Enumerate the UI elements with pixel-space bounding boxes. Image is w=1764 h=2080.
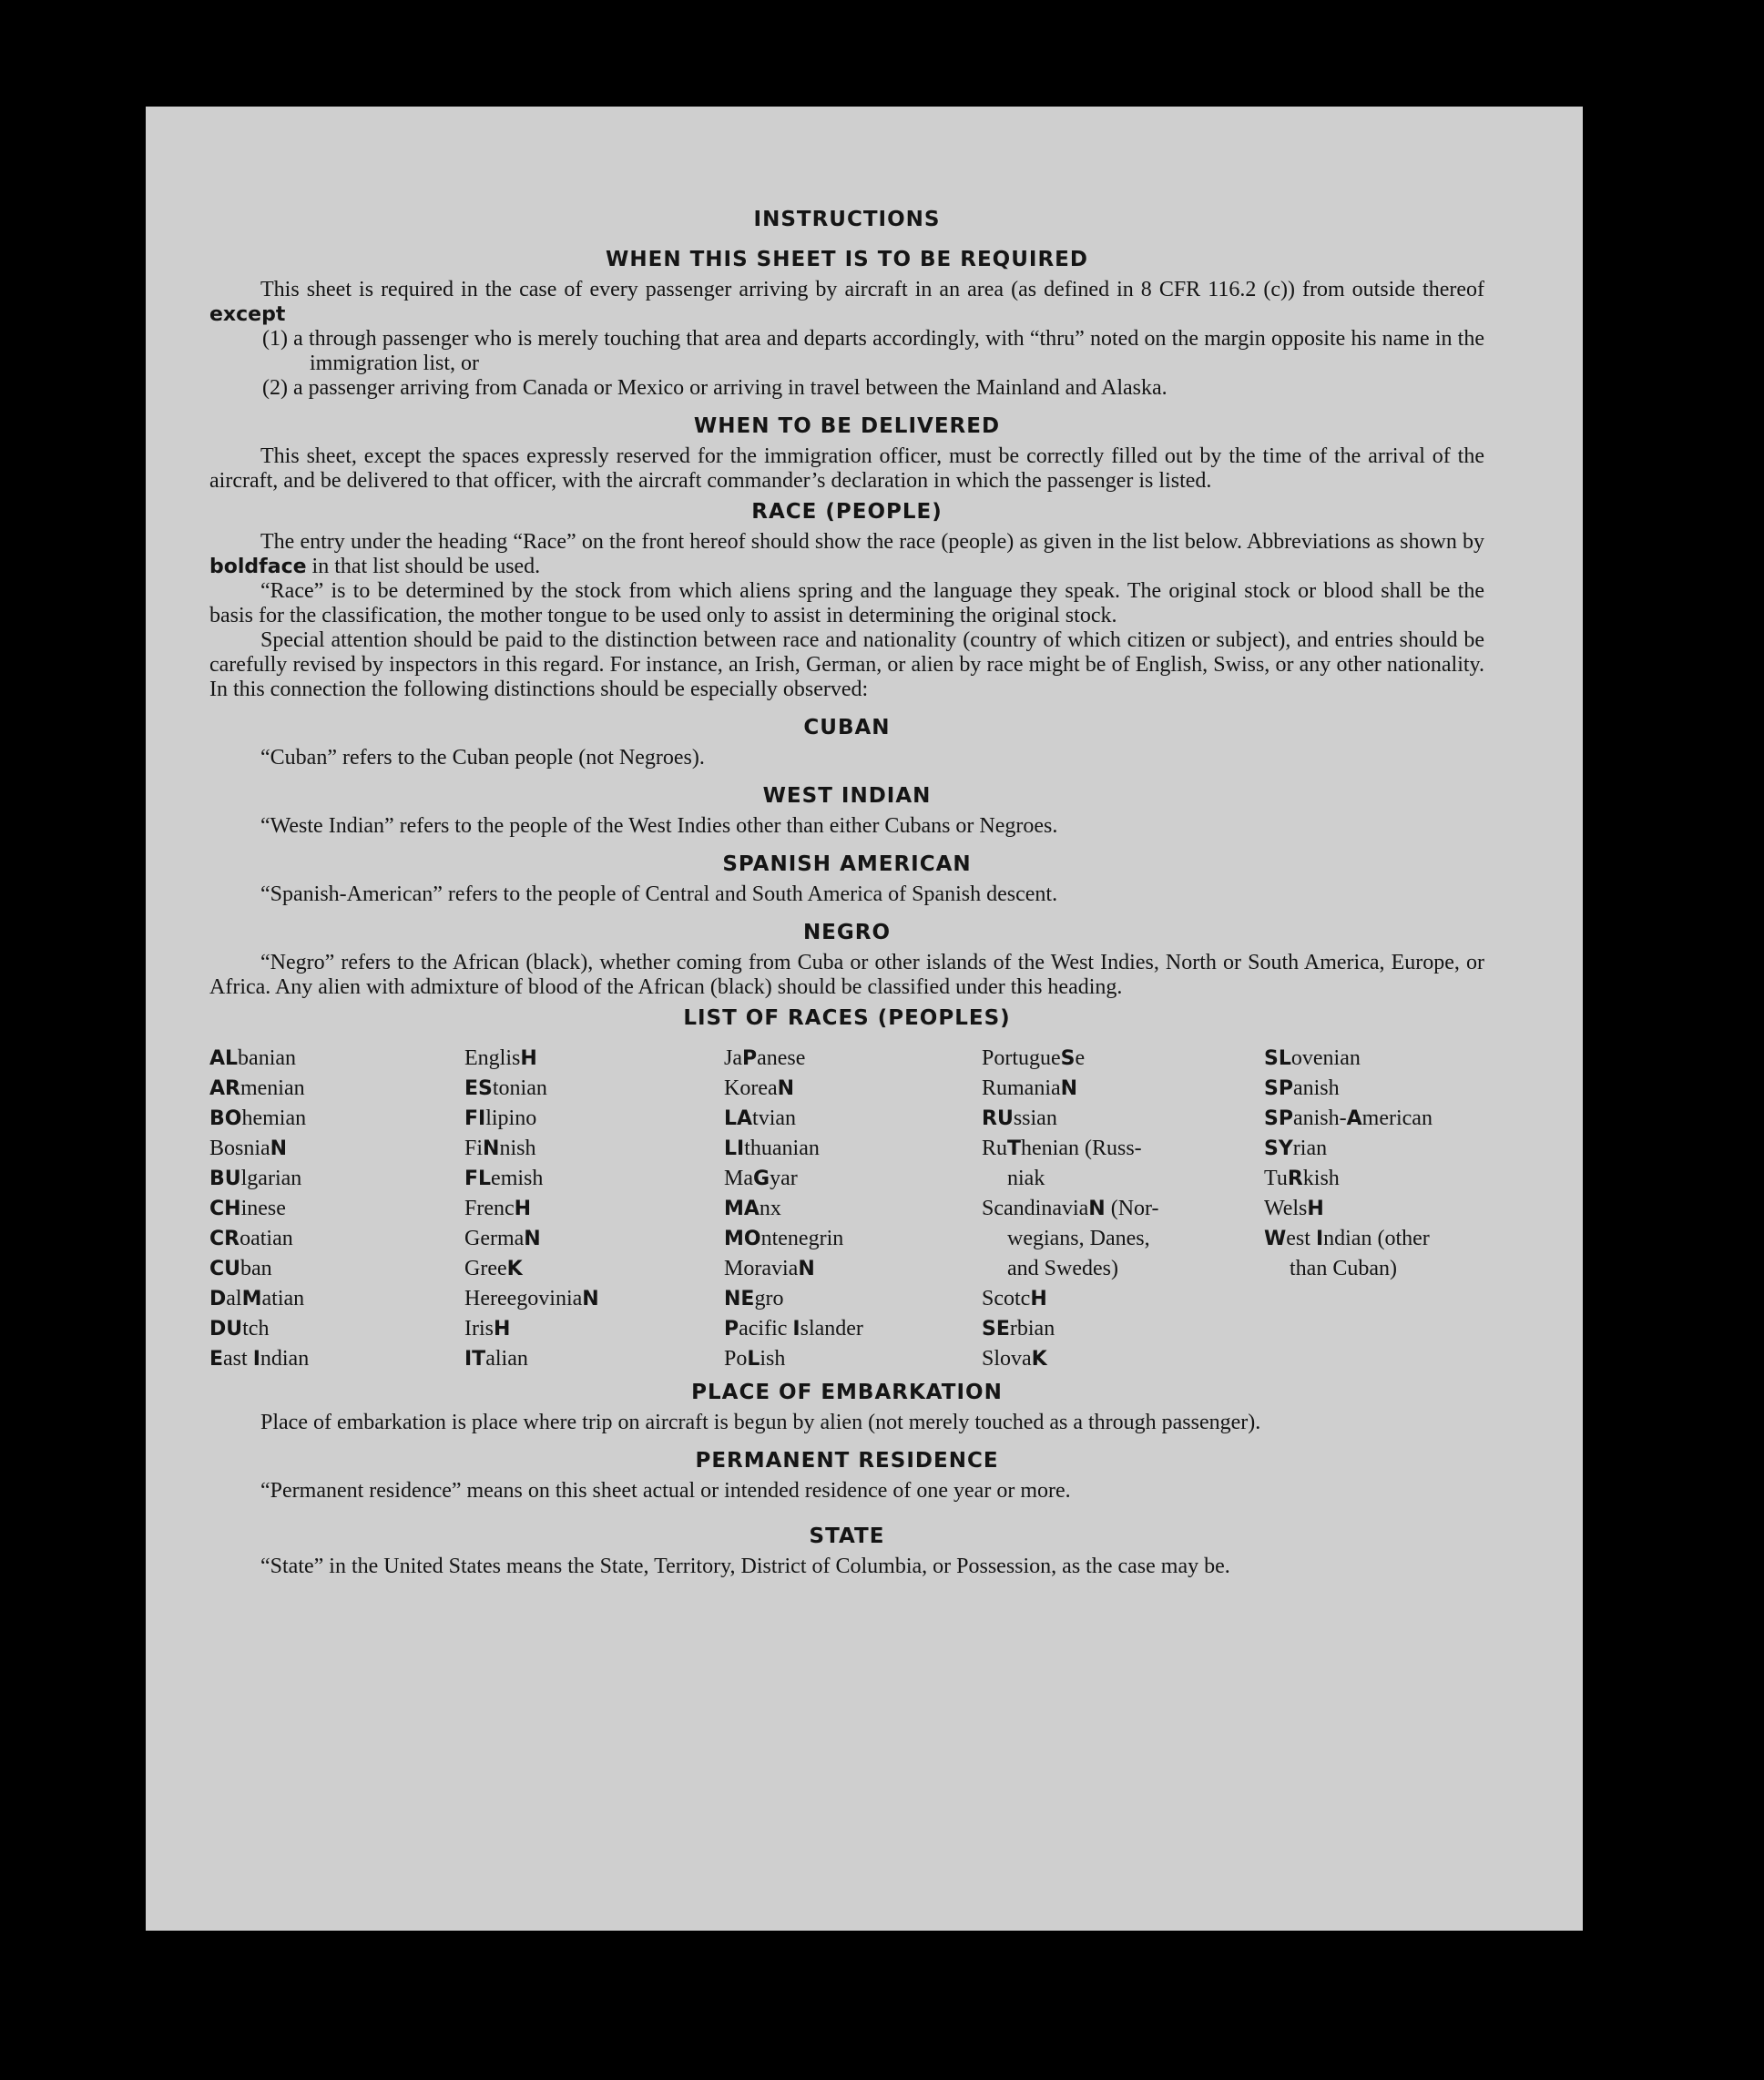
race-abbreviation: H [1030,1288,1047,1310]
embarkation-text: Place of embarkation is place where trip on aircraft is begun by alien (not merely touched as a through passenger). [260,1411,1261,1434]
race-entry [209,1284,464,1314]
race-abbreviation: L [747,1348,760,1371]
race-abbreviation: R [1287,1167,1303,1190]
race-entry [209,1134,464,1164]
race-text: lipino [485,1106,537,1130]
race-text: Ru [982,1137,1008,1160]
required-item-1: (1) a through passenger who is merely touching that area and departs accordingly, with “thru” noted on the margin opposite his name in the immigration list, or [262,327,1484,375]
heading-list-of-races: LIST OF RACES (PEOPLES) [683,1006,1011,1030]
race-text: rbian [1009,1317,1055,1341]
race-entry [464,1194,724,1224]
race-text: (Nor- [1105,1197,1159,1220]
race-entry [1264,1224,1483,1254]
instructions-body [209,207,1484,1579]
heading-negro: NEGRO [802,921,892,944]
race-abbreviation: I [1315,1228,1324,1250]
race-text: Wels [1264,1197,1308,1220]
race-entry [209,1314,464,1344]
document-sheet [146,107,1583,1931]
race-text: kish [1302,1167,1340,1190]
race-entry [464,1104,724,1134]
race-text: slander [800,1317,863,1341]
race-abbreviation: H [514,1198,532,1220]
race-text: yar [770,1167,798,1190]
race-entry [982,1314,1264,1344]
race-abbreviation: N [582,1288,599,1310]
required-intro-text: This sheet is required in the case of every passenger arriving by aircraft in an area (as defined in 8 CFR 116.2 (c)) from outside thereof [260,278,1484,301]
race-abbreviation: AR [209,1077,240,1100]
race-entry [209,1344,464,1374]
race-column [724,1044,982,1374]
race-text: Iris [464,1317,494,1341]
race-abbreviation: FI [464,1107,486,1130]
race-abbreviation: S [1060,1047,1076,1070]
race-text: nx [759,1197,781,1220]
race-text: Tu [1264,1167,1288,1190]
race-abbreviation: ES [464,1077,493,1100]
race-entry [724,1044,982,1074]
race-text: Moravia [724,1257,799,1280]
heading-state: STATE [809,1524,885,1548]
race-entry [982,1194,1264,1224]
race-abbreviation: D [209,1288,227,1310]
race-abbreviation: FL [464,1167,492,1190]
race-entry [982,1074,1264,1104]
race-entry [464,1344,724,1374]
race-abbreviation: A [1346,1107,1362,1130]
race-abbreviation: CR [209,1228,240,1250]
heading-when-delivered: WHEN TO BE DELIVERED [693,414,1001,438]
race-entry [724,1134,982,1164]
race-entry [724,1164,982,1194]
required-intro [209,278,1484,327]
race-text: atian [261,1287,305,1310]
race-text: Scandinavia [982,1197,1089,1220]
race-abbreviation: N [524,1228,541,1250]
race-entry [982,1254,1264,1284]
race-abbreviation: SE [982,1318,1010,1341]
race-paragraph-3: Special attention should be paid to the distinction between race and nationality (country of which citizen or subject), and entries should be carefully revised by inspectors in this regard. For instance, an Irish, German, or alien by race might be of English, Swiss, or any other nationality. In this connection the following distinctions should be especially observed: [209,628,1484,701]
race-abbreviation: SL [1264,1047,1291,1070]
race-entry [464,1254,724,1284]
race-abbreviation: P [724,1318,739,1341]
race-entry [724,1194,982,1224]
race-entry [209,1074,464,1104]
race-entry [1264,1194,1483,1224]
race-text: ndian [260,1347,310,1371]
race-abbreviation: K [506,1258,523,1280]
required-item-2: (2) a passenger arriving from Canada or Mexico or arriving in travel between the Mainland and Alaska. [262,376,1168,400]
race-abbreviation: BO [209,1107,242,1130]
race-text: tonian [492,1076,547,1100]
race-text: Po [724,1347,748,1371]
heading-race: RACE (PEOPLE) [751,500,943,524]
race-abbreviation: E [209,1348,224,1371]
race-p1-end: in that list should be used. [311,555,541,578]
race-abbreviation: N [777,1077,795,1100]
race-abbreviation: N [1088,1198,1106,1220]
race-text: Rumania [982,1076,1061,1100]
race-text: emish [491,1167,544,1190]
race-abbreviation: T [1007,1137,1022,1160]
race-text: merican [1361,1106,1433,1130]
race-continuation: wegians, Danes, [1007,1227,1150,1250]
race-abbreviation: N [483,1137,500,1160]
race-abbreviation: H [1307,1198,1324,1220]
race-continuation: niak [1007,1167,1045,1190]
race-entry [982,1164,1264,1194]
race-text: al [226,1287,242,1310]
race-text: ast [223,1347,253,1371]
race-text: Frenc [464,1197,515,1220]
cuban-text: “Cuban” refers to the Cuban people (not Negroes). [260,746,705,770]
race-text: anish- [1292,1106,1347,1130]
race-text: tch [242,1317,270,1341]
race-entry [1264,1074,1483,1104]
race-text: Korea [724,1076,778,1100]
race-text: Germa [464,1227,525,1250]
race-text: Hereegovinia [464,1287,583,1310]
race-text: anish [1292,1076,1340,1100]
race-text: alian [485,1347,528,1371]
race-abbreviation: MA [724,1198,760,1220]
race-text: acific [739,1317,793,1341]
race-text: Ma [724,1167,753,1190]
race-entry [982,1224,1264,1254]
race-entry [209,1224,464,1254]
race-text: hemian [241,1106,307,1130]
race-paragraph-2: “Race” is to be determined by the stock from which aliens spring and the language they speak. The original stock or blood shall be the basis for the classification, the mother tongue to be used only to assist in determining the original stock. [209,579,1484,627]
race-entry [724,1074,982,1104]
race-text: oatian [240,1227,293,1250]
race-text: ish [760,1347,786,1371]
race-entry [209,1044,464,1074]
race-column [982,1044,1264,1374]
race-text: ovenian [1290,1046,1361,1070]
race-abbreviation: IT [464,1348,486,1371]
race-entry [464,1224,724,1254]
race-text: e [1075,1046,1086,1070]
race-text: menian [240,1076,305,1100]
race-entry [209,1164,464,1194]
race-entry [724,1224,982,1254]
race-text: gro [754,1287,784,1310]
race-entry [1264,1254,1483,1284]
race-abbreviation: AL [209,1047,239,1070]
race-text: Portugue [982,1046,1061,1070]
heading-when-required: WHEN THIS SHEET IS TO BE REQUIRED [606,248,1088,271]
spanish-american-text: “Spanish-American” refers to the people of Central and South America of Spanish descent. [260,882,1058,906]
race-abbreviation: SP [1264,1077,1293,1100]
race-entry [464,1134,724,1164]
race-abbreviation: N [1060,1077,1078,1100]
race-column [464,1044,724,1374]
race-abbreviation: I [252,1348,260,1371]
race-text: anese [757,1046,806,1070]
heading-spanish-american: SPANISH AMERICAN [722,852,972,876]
race-entry [982,1344,1264,1374]
heading-permanent-residence: PERMANENT RESIDENCE [695,1449,999,1473]
race-abbreviation: N [270,1137,288,1160]
race-entry [209,1104,464,1134]
race-abbreviation: K [1031,1348,1047,1371]
race-p1-boldface: boldface [209,556,307,578]
race-abbreviation: BU [209,1167,241,1190]
race-text: rian [1292,1137,1328,1160]
race-abbreviation: SP [1264,1107,1293,1130]
race-entry [982,1104,1264,1134]
race-text: Bosnia [209,1137,270,1160]
race-text: Slova [982,1347,1032,1371]
race-abbreviation: LA [724,1107,753,1130]
race-text: Ja [724,1046,742,1070]
heading-west-indian: WEST INDIAN [762,784,932,808]
race-abbreviation: N [798,1258,815,1280]
race-abbreviation: H [520,1047,537,1070]
race-text: ssian [1013,1106,1057,1130]
race-entry [724,1314,982,1344]
race-column [1264,1044,1483,1374]
race-text: banian [238,1046,297,1070]
race-p1-start: The entry under the heading “Race” on the front hereof should show the race (people) as given in the list below. Abbreviations as shown by [260,530,1484,554]
race-entry [1264,1104,1483,1134]
race-entry [982,1134,1264,1164]
race-entry [724,1284,982,1314]
race-continuation: than Cuban) [1290,1257,1397,1280]
race-text: Scotc [982,1287,1031,1310]
race-paragraph-1 [209,530,1484,579]
race-list [209,1044,1484,1374]
race-text: ban [240,1257,272,1280]
race-abbreviation: SY [1264,1137,1293,1160]
race-text: ntenegrin [760,1227,844,1250]
race-abbreviation: CU [209,1258,241,1280]
race-abbreviation: M [241,1288,262,1310]
race-text: Fi [464,1137,484,1160]
race-text: tvian [752,1106,797,1130]
race-entry [464,1074,724,1104]
race-text: ndian (other [1323,1227,1430,1250]
race-text: inese [240,1197,286,1220]
race-entry [209,1194,464,1224]
race-abbreviation: NE [724,1288,755,1310]
race-text: lgarian [240,1167,302,1190]
race-entry [464,1044,724,1074]
race-abbreviation: W [1264,1228,1287,1250]
race-text: Englis [464,1046,521,1070]
race-abbreviation: RU [982,1107,1014,1130]
heading-cuban: CUBAN [803,716,891,739]
race-entry [1264,1134,1483,1164]
race-entry [724,1344,982,1374]
race-entry [464,1164,724,1194]
race-text: henian (Russ- [1021,1137,1142,1160]
race-abbreviation: G [753,1167,770,1190]
race-entry [982,1284,1264,1314]
race-entry [724,1104,982,1134]
race-entry [1264,1164,1483,1194]
race-entry [209,1254,464,1284]
race-abbreviation: I [792,1318,800,1341]
race-abbreviation: H [494,1318,511,1341]
west-indian-text: “Weste Indian” refers to the people of the West Indies other than either Cubans or Negroes. [260,814,1058,838]
race-abbreviation: P [742,1047,758,1070]
residence-text: “Permanent residence” means on this sheet actual or intended residence of one year or more. [260,1479,1071,1503]
state-text: “State” in the United States means the State, Territory, District of Columbia, or Possession, as the case may be. [260,1555,1230,1578]
race-entry [464,1314,724,1344]
page-title: INSTRUCTIONS [753,208,941,231]
race-entry [464,1284,724,1314]
required-except: except [209,303,286,326]
race-entry [1264,1044,1483,1074]
race-abbreviation: LI [724,1137,745,1160]
race-text: nish [499,1137,536,1160]
race-column [209,1044,464,1374]
delivered-text: This sheet, except the spaces expressly reserved for the immigration officer, must be correctly filled out by the time of the arrival of the aircraft, and be delivered to that officer, with the aircraft commander’s declaration in which the passenger is listed. [209,444,1484,493]
race-text: est [1286,1227,1316,1250]
race-text: thuanian [744,1137,820,1160]
race-continuation: and Swedes) [1007,1257,1118,1280]
race-text: Gree [464,1257,507,1280]
negro-text: “Negro” refers to the African (black), whether coming from Cuba or other islands of the West Indies, North or South America, Europe, or Africa. Any alien with admixture of blood of the African (black) should be classified under this heading. [209,951,1484,999]
race-abbreviation: MO [724,1228,761,1250]
race-entry [982,1044,1264,1074]
race-abbreviation: DU [209,1318,243,1341]
race-entry [724,1254,982,1284]
race-abbreviation: CH [209,1198,241,1220]
heading-embarkation: PLACE OF EMBARKATION [691,1381,1003,1404]
